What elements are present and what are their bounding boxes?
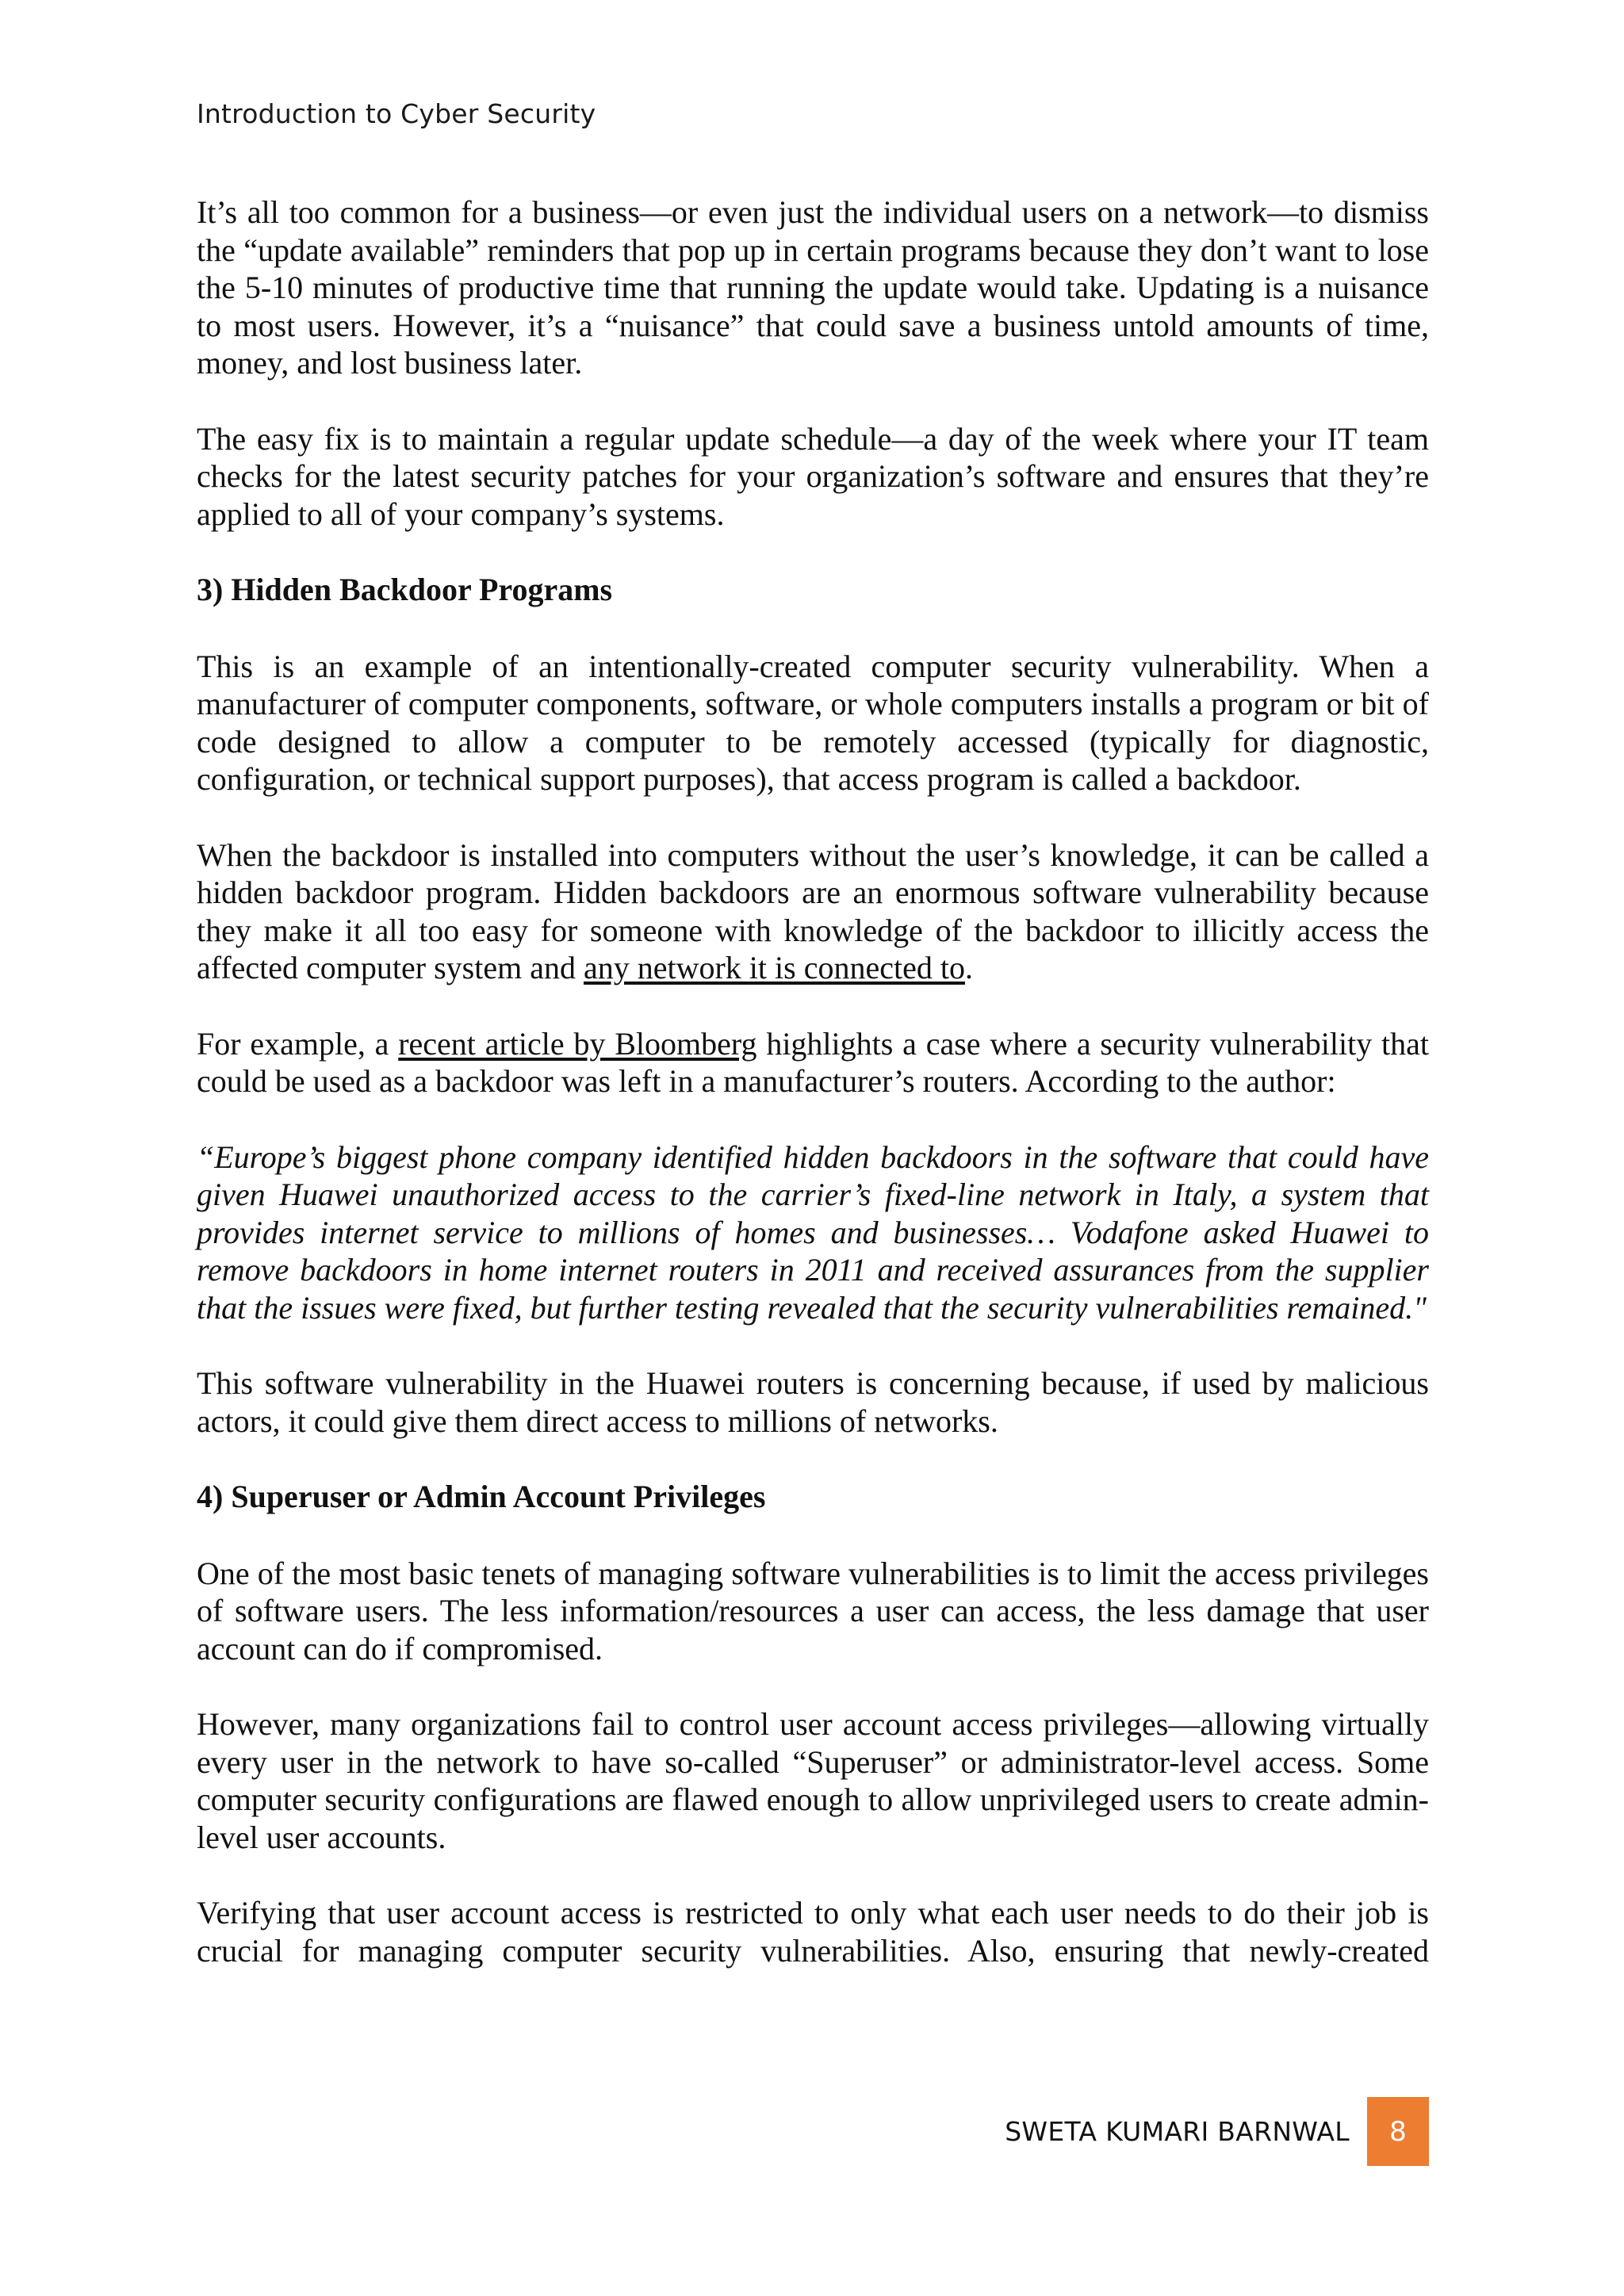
paragraph: This is an example of an intentionally-created computer security vulnerability. When a manufacturer of computer components, software, or whole computers installs a program or bit of code designed to allow a computer to be remotely accessed (typically for diagnostic, configuration, or technical support purposes), that access program is called a backdoor. bbox=[197, 648, 1429, 797]
paragraph: However, many organizations fail to control user account access privileges—allowing virtually every user in the network to have so-called “Superuser” or administrator-level access. Some computer security configurations are flawed enough to allow unprivileged users to create admin-level user accounts. bbox=[197, 1706, 1429, 1855]
page-number-badge: 8 bbox=[1367, 2097, 1429, 2166]
paragraph-text: highlights a case where a security vulnerability that could be used as a backdoor was left in a manufacturer’s routers. According to the author: bbox=[197, 1025, 1430, 1099]
paragraph-text: For example, a bbox=[197, 1025, 399, 1062]
bloomberg-article-link[interactable]: recent article by Bloomberg bbox=[398, 1025, 757, 1062]
paragraph: The easy fix is to maintain a regular update schedule—a day of the week where your IT team checks for the latest security patches for your organization’s software and ensures that they’re applied to all of your company’s systems. bbox=[197, 420, 1429, 532]
block-quote: “Europe’s biggest phone company identified hidden backdoors in the software that could have given Huawei unauthorized access to the carrier’s fixed-line network in Italy, a system that provides internet service to millions of homes and businesses… Vodafone asked Huawei to remove backdoors in home internet routers in 2011 and received assurances from the supplier that the issues were fixed, but further testing revealed that the security vulnerabilities remained." bbox=[197, 1138, 1429, 1326]
paragraph-text: When the backdoor is installed into computers without the user’s knowledge, it can be called a hidden backdoor program. Hidden backdoors are an enormous software vulnerability because they make it all too easy for someone with knowledge of the backdoor to illicitly access the affected computer system and bbox=[197, 836, 1429, 985]
page-footer bbox=[1005, 2097, 1429, 2166]
footer-author: SWETA KUMARI BARNWAL bbox=[1005, 2116, 1350, 2147]
paragraph: This software vulnerability in the Huawei routers is concerning because, if used by malicious actors, it could give them direct access to millions of networks. bbox=[197, 1365, 1429, 1439]
paragraph: One of the most basic tenets of managing software vulnerabilities is to limit the access privileges of software users. The less information/resources a user can access, the less damage that user account can do if compromised. bbox=[197, 1555, 1429, 1667]
paragraph-text: . bbox=[964, 950, 973, 985]
paragraph: Verifying that user account access is restricted to only what each user needs to do their job is crucial for managing computer security vulnerabilities. Also, ensuring that newly-created bbox=[197, 1895, 1429, 1969]
running-header: Introduction to Cyber Security bbox=[197, 98, 596, 129]
paragraph bbox=[197, 1025, 1429, 1100]
paragraph: It’s all too common for a business—or even just the individual users on a network—to dismiss the “update available” reminders that pop up in certain programs because they don’t want to lose the 5-10 minutes of productive time that running the update would take. Updating is a nuisance to most users. However, it’s a “nuisance” that could save a business untold amounts of time, money, and lost business later. bbox=[197, 194, 1429, 381]
section-heading-hidden-backdoor: 3) Hidden Backdoor Programs bbox=[197, 572, 613, 607]
any-network-link[interactable]: any network it is connected to bbox=[583, 950, 965, 985]
paragraph bbox=[197, 836, 1429, 987]
document-body bbox=[197, 193, 1429, 2007]
section-heading-superuser: 4) Superuser or Admin Account Privileges bbox=[197, 1479, 766, 1514]
